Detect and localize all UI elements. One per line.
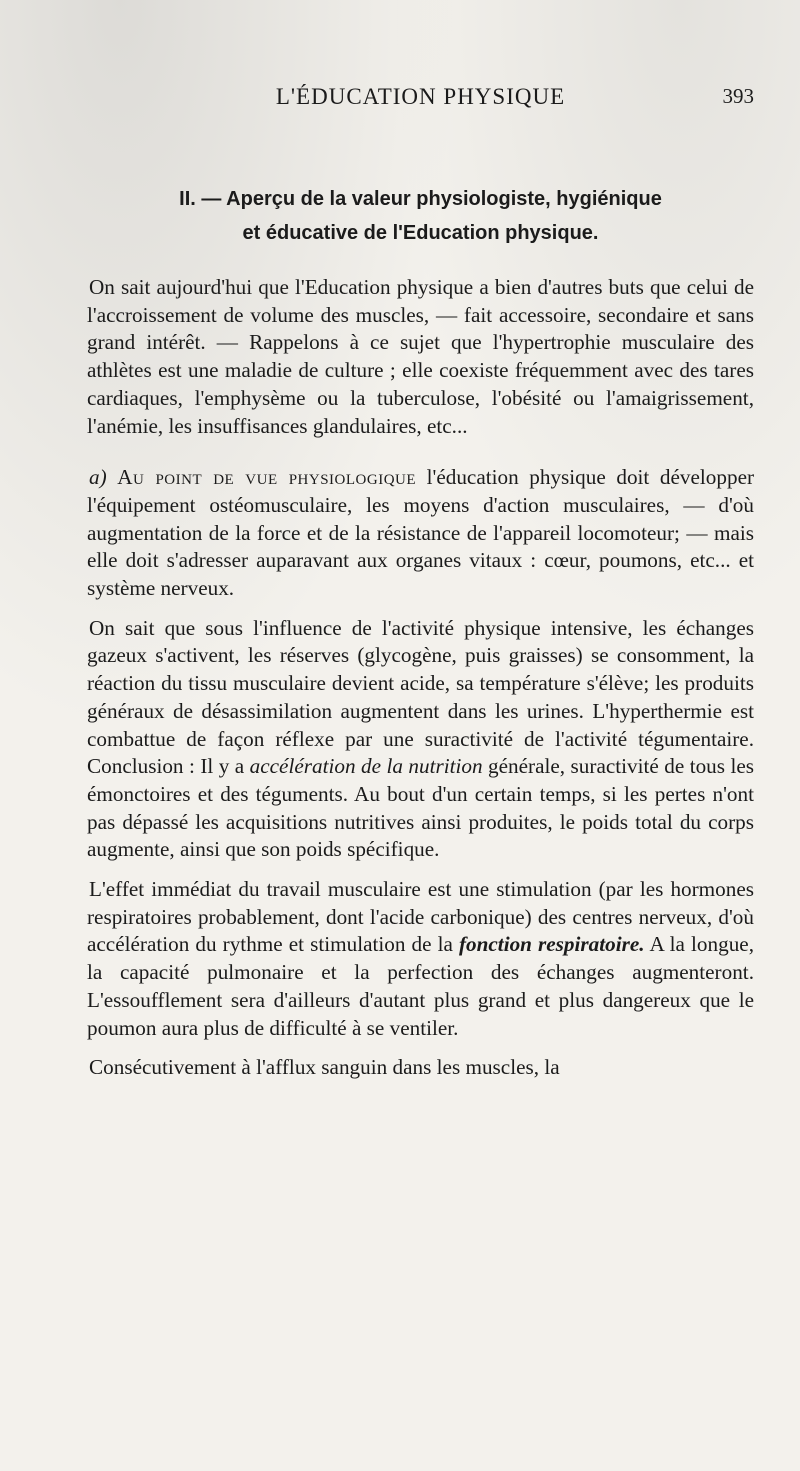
paragraph-4-text-a: L'effet immédiat du travail musculaire est une stimulation (par les hormones respiratoires probablement, dont l'acide carbonique) des centres nerveux, d'où accélération du rythme et stimulation de la (87, 877, 754, 957)
paragraph-2 (87, 464, 754, 603)
paragraph-4-emphasis: fonction respiratoire. (458, 932, 645, 957)
paragraph-2-lead: Au point de vue physiologique (117, 465, 417, 490)
section-heading-line-2: et éducative de l'Education physique. (242, 222, 599, 244)
paragraph-1-text: On sait aujourd'hui que l'Education physique a bien d'autres buts que celui de l'accroissement de volume des muscles, — fait accessoire, secondaire et sans grand intérêt. — Rappelons à ce sujet que l'hypertrophie musculaire des athlètes est une maladie de culture ; elle coexiste fréquemment avec des tares cardiaques, l'emphysème ou la tuberculose, l'obésité ou l'amaigrissement, l'anémie, les insuffisances glandulaires, etc... (87, 275, 754, 438)
paragraph-3-text-a: On sait que sous l'influence de l'activité physique intensive, les échanges gazeux s'activent, les réserves (glycogène, puis graisses) se consomment, la réaction du tissu musculaire devient acide, sa température s'élève; les produits généraux de désassimilation augmentent dans les urines. L'hyperthermie est combattue de façon réflexe par une suractivité de l'activité tégumentaire. Conclusion : Il y a (87, 615, 754, 779)
running-head (87, 84, 754, 114)
paragraph-4-text-b: A la longue, la capacité pulmonaire et la perfection des échanges augmenteront. L'essoufflement sera d'ailleurs d'autant plus grand et plus dangereux que le poumon aura plus de difficulté à se ventiler. (87, 932, 754, 1040)
section-heading-line-1: II. — Aperçu de la valeur physiologiste, hygiénique (179, 188, 662, 210)
paragraph-2-text: l'éducation physique doit développer l'équipement ostéomusculaire, les moyens d'action musculaires, — d'où augmentation de la force et de la résistance de l'appareil locomoteur; — mais elle doit s'adresser auparavant aux organes vitaux : cœur, poumons, etc... et système nerveux. (87, 465, 755, 601)
page-number: 393 (722, 84, 754, 108)
paragraph-1 (87, 274, 754, 440)
running-title: L'ÉDUCATION PHYSIQUE (275, 84, 566, 109)
paragraph-2-marker: a) (89, 465, 107, 490)
paragraph-5 (87, 1054, 754, 1082)
book-page (87, 0, 754, 1471)
body-text (87, 274, 754, 1082)
paragraph-3-emphasis: accélération de la nutrition (249, 754, 483, 779)
paragraph-5-text: Consécutivement à l'afflux sanguin dans les muscles, la (89, 1055, 560, 1080)
section-heading (87, 182, 754, 250)
paragraph-3-text-b: générale, suractivité de tous les émonctoires et des téguments. Au bout d'un certain temps, si les pertes n'ont pas dépassé les acquisitions nutritives ainsi produites, le poids total du corps augmente, ainsi que son poids spécifique. (87, 754, 755, 862)
paragraph-4 (87, 876, 754, 1042)
paragraph-3 (87, 615, 754, 864)
